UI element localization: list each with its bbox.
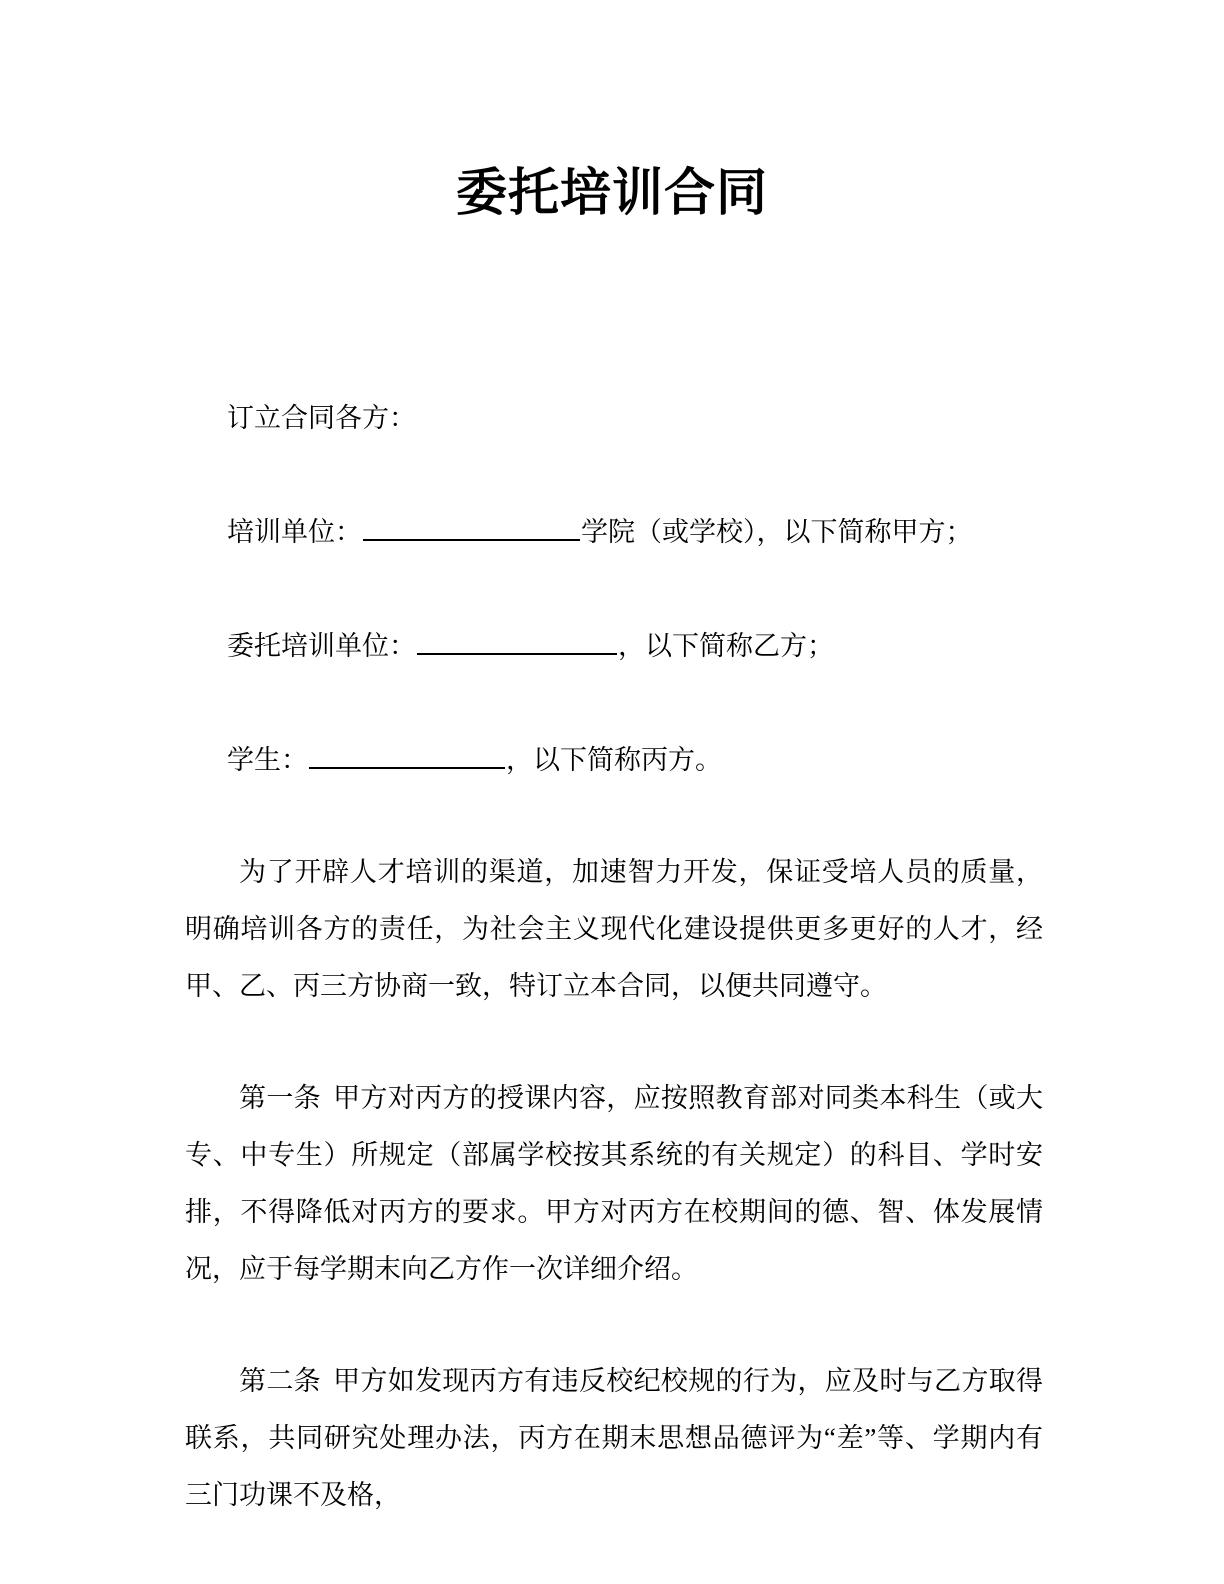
party-line-training-unit [185,504,1043,561]
party-line-entrusting-unit [185,618,1043,675]
spacer [185,675,1043,732]
blank-field-student[interactable] [309,739,505,769]
preamble-heading: 订立合同各方： [227,403,416,433]
blank-field-training-unit[interactable] [363,511,580,541]
clause-2-text: 甲方如发现丙方有违反校纪校规的行为，应及时与乙方取得联系，共同研究处理办法，丙方在期末思想品德评为“差”等、学期内有三门功课不及格， [185,1366,1044,1510]
page-title: 委托培训合同 [455,164,768,224]
clause-2-number: 第二条 [239,1366,321,1396]
spacer [185,1298,1043,1353]
clause-1-text: 甲方对丙方的授课内容，应按照教育部对同类本科生（或大专、中专生）所规定（部属学校按其系统的有关规定）的科目、学时安排，不得降低对丙方的要求。甲方对丙方在校期间的德、智、体发展情况，应于每学期末向乙方作一次详细介绍。 [185,1083,1044,1284]
party-label-training-unit: 培训单位： [227,517,362,547]
party-suffix-entrusting-unit: ，以下简称乙方； [618,631,834,661]
blank-field-entrusting-unit[interactable] [417,625,617,655]
party-label-student: 学生： [227,745,308,775]
party-suffix-training-unit: 学院（或学校），以下简称甲方； [581,517,973,547]
party-label-entrusting-unit: 委托培训单位： [227,631,416,661]
clause-1 [185,1070,1043,1298]
spacer [185,1015,1043,1070]
party-line-student [185,732,1043,789]
clause-2 [185,1353,1043,1524]
document-body [185,390,1043,1524]
intro-paragraph: 为了开辟人才培训的渠道，加速智力开发，保证受培人员的质量，明确培训各方的责任，为社会主义现代化建设提供更多更好的人才，经甲、乙、丙三方协商一致，特订立本合同，以便共同遵守。 [185,857,1043,1001]
clause-1-number: 第一条 [239,1083,321,1113]
spacer [185,447,1043,504]
spacer [185,561,1043,618]
party-suffix-student: ，以下简称丙方。 [506,745,722,775]
spacer [185,789,1043,844]
